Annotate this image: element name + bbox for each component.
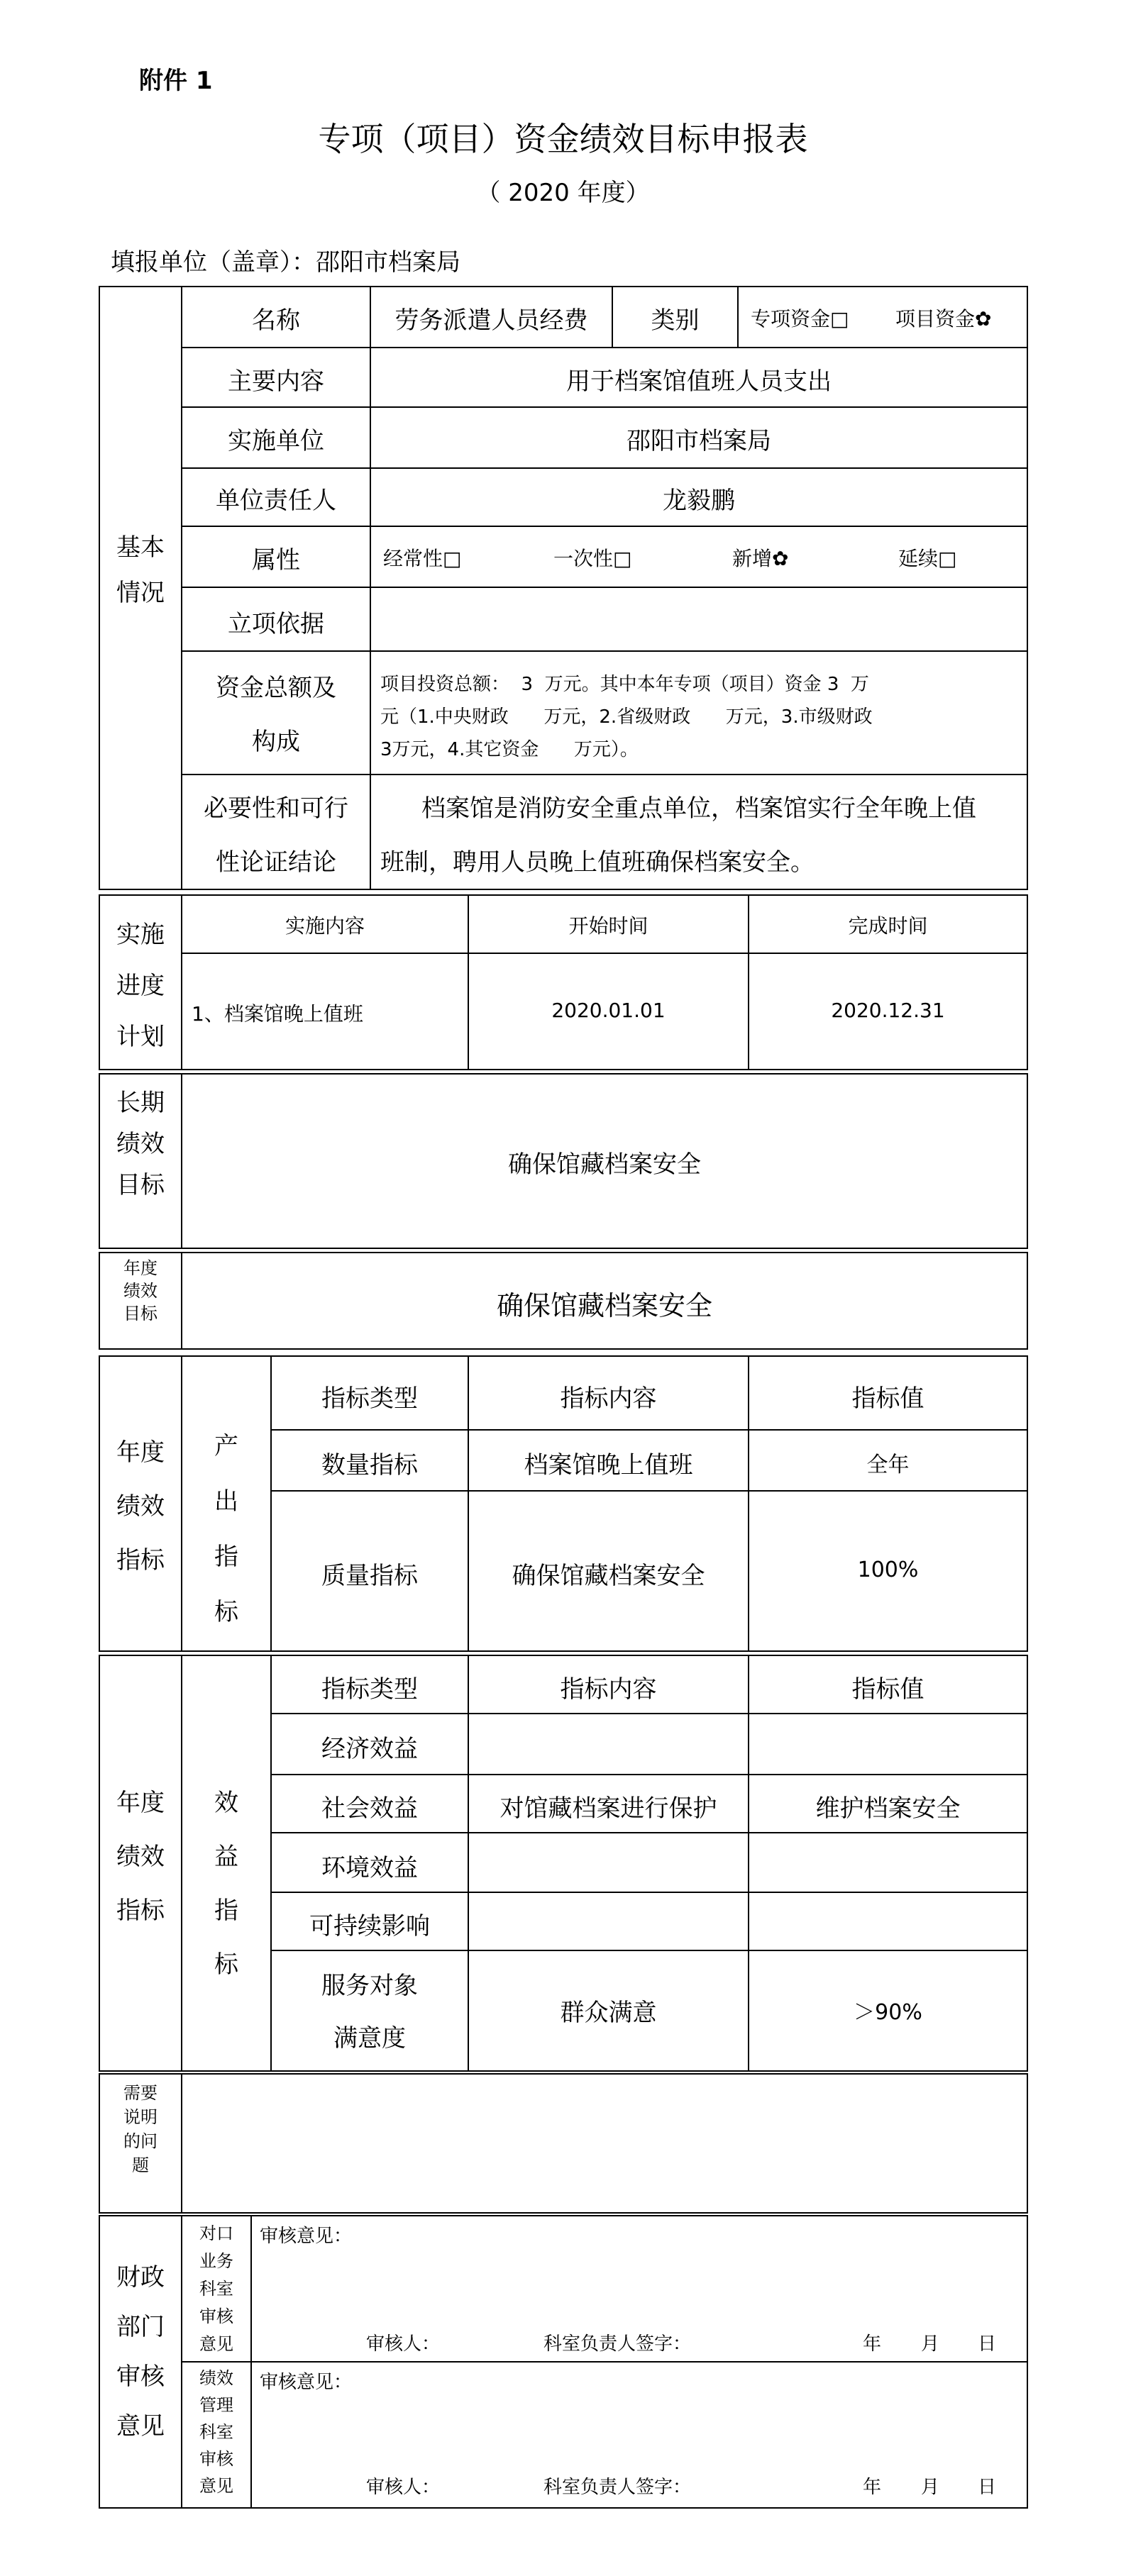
dept1-reviewer-label: 审核人： — [366, 2333, 441, 2355]
long-term-value: 确保馆藏档案安全 — [508, 1150, 701, 1179]
progress-col-start: 开始时间 — [568, 914, 648, 938]
progress-col-content: 实施内容 — [285, 914, 365, 938]
output-head-type: 指标类型 — [321, 1384, 418, 1413]
benefit-row-5-type-line1: 服务对象 — [321, 1972, 418, 2000]
annual-goal-section-label — [99, 1257, 182, 1325]
category-option-special-text: 专项资金 — [751, 307, 831, 331]
attr-option-onetime[interactable] — [553, 543, 631, 572]
output-head-value: 指标值 — [851, 1384, 924, 1413]
output-sub-text: 产出指标 — [214, 1432, 238, 1626]
notes-section-text: 需要说明的问题 — [123, 2083, 158, 2175]
attr-option-continue[interactable] — [898, 543, 956, 572]
basic-section-label — [99, 525, 182, 616]
year-line: （ 2020 年度） — [476, 179, 650, 207]
funds-label-line1: 资金总额及 — [216, 674, 336, 702]
impl-unit-label: 实施单位 — [228, 427, 324, 455]
long-term-section-label — [99, 1082, 182, 1206]
dept1-day-label: 日 — [978, 2333, 997, 2355]
content-value: 用于档案馆值班人员支出 — [566, 367, 832, 396]
checkbox-unchecked-icon: □ — [938, 547, 957, 570]
attr-option-new-text: 新增 — [732, 547, 773, 570]
page-title: 专项（项目）资金绩效目标申报表 — [318, 120, 808, 158]
necessity-text-line1: 档案馆是消防安全重点单位，档案馆实行全年晚上值 — [421, 794, 976, 823]
progress-row-start: 2020.01.01 — [551, 999, 666, 1022]
benefit-row-3-type: 环境效益 — [321, 1854, 418, 1882]
basis-label: 立项依据 — [228, 610, 324, 638]
attr-option-regular-text: 经常性 — [383, 547, 443, 570]
benefit-row-4-type: 可持续影响 — [309, 1912, 430, 1941]
dept2-day-label: 日 — [978, 2477, 997, 2498]
benefit-head-type: 指标类型 — [321, 1675, 418, 1704]
checkbox-unchecked-icon: □ — [613, 547, 632, 570]
progress-row-end: 2020.12.31 — [831, 999, 945, 1022]
benefit-row-1-type: 经济效益 — [321, 1735, 418, 1763]
annual-goal-value: 确保馆藏档案安全 — [496, 1290, 712, 1321]
content-label: 主要内容 — [228, 367, 324, 396]
attr-label: 属性 — [252, 546, 300, 574]
finance-dept2-text: 绩效管理科室审核意见 — [199, 2368, 233, 2496]
funds-text-line2: 元（1.中央财政 万元，2.省级财政 万元，3.市级财政 — [380, 706, 873, 728]
category-label: 类别 — [651, 306, 700, 335]
output-head-content: 指标内容 — [560, 1384, 657, 1413]
fill-unit-label: 填报单位（盖章）： — [111, 248, 316, 277]
funds-text-line3: 3万元，4.其它资金 万元）。 — [380, 739, 639, 760]
checkbox-checked-icon: ✿ — [772, 547, 789, 570]
benefit-sub-text: 效益指标 — [214, 1789, 238, 1979]
checkbox-unchecked-icon: □ — [830, 307, 849, 331]
progress-section-label — [99, 909, 182, 1062]
dept1-head-sign-label: 科室负责人签字： — [543, 2333, 692, 2355]
person-value: 龙毅鹏 — [663, 487, 735, 515]
basic-section-text: 基本情况 — [116, 533, 165, 607]
output-row-2-value: 100% — [857, 1558, 919, 1582]
checkbox-checked-icon: ✿ — [975, 307, 992, 331]
finance-section-text: 财政部门审核意见 — [116, 2263, 165, 2441]
checkbox-unchecked-icon: □ — [443, 547, 462, 570]
necessity-label-line1: 必要性和可行 — [204, 794, 348, 823]
output-row-2-type: 质量指标 — [321, 1562, 418, 1590]
benefit-section-text: 年度绩效指标 — [116, 1789, 165, 1925]
dept2-year-label: 年 — [863, 2477, 882, 2498]
output-sub-label — [182, 1419, 271, 1640]
funds-text-line1: 项目投资总额： 3 万元。其中本年专项（项目）资金 3 万 — [380, 674, 869, 695]
notes-section-label — [99, 2081, 182, 2177]
impl-unit-value: 邵阳市档案局 — [627, 427, 771, 455]
dept2-head-sign-label: 科室负责人签字： — [543, 2477, 692, 2498]
category-option-project[interactable] — [895, 304, 991, 332]
benefit-section-label — [99, 1776, 182, 1938]
progress-col-end: 完成时间 — [848, 914, 928, 938]
benefit-row-5-type-line2: 满意度 — [333, 2024, 406, 2053]
progress-section-text: 实施进度计划 — [116, 921, 165, 1051]
output-row-1-value: 全年 — [866, 1453, 910, 1477]
person-label: 单位责任人 — [216, 487, 336, 515]
funds-label-line2: 构成 — [252, 728, 300, 756]
category-option-project-text: 项目资金 — [895, 307, 976, 331]
necessity-text-line2: 班制，聘用人员晚上值班确保档案安全。 — [380, 848, 815, 877]
finance-section-label — [99, 2253, 182, 2451]
progress-row-content: 1、档案馆晚上值班 — [192, 1002, 363, 1026]
attr-option-onetime-text: 一次性 — [553, 547, 614, 570]
fill-unit-value: 邵阳市档案局 — [316, 248, 460, 277]
attr-option-regular[interactable] — [383, 543, 461, 572]
benefit-row-5-content: 群众满意 — [560, 1999, 657, 2027]
finance-dept1-label — [182, 2220, 251, 2358]
benefit-head-content: 指标内容 — [560, 1675, 657, 1704]
output-section-label — [99, 1426, 182, 1587]
fill-unit-line — [111, 243, 460, 277]
output-row-2-content: 确保馆藏档案安全 — [512, 1562, 705, 1590]
attr-option-new[interactable] — [732, 543, 788, 572]
category-option-special[interactable] — [751, 304, 849, 332]
dept1-opinion-label: 审核意见： — [260, 2226, 353, 2247]
name-value: 劳务派遣人员经费 — [394, 306, 588, 335]
dept2-month-label: 月 — [921, 2477, 940, 2498]
dept2-opinion-label: 审核意见： — [260, 2372, 353, 2393]
output-row-1-type: 数量指标 — [321, 1451, 418, 1479]
benefit-row-2-content: 对馆藏档案进行保护 — [499, 1794, 717, 1823]
annual-goal-section-text: 年度绩效目标 — [123, 1258, 158, 1323]
finance-dept1-text: 对口业务科室审核意见 — [199, 2224, 233, 2354]
dept1-year-label: 年 — [863, 2333, 882, 2355]
benefit-head-value: 指标值 — [851, 1675, 924, 1704]
output-section-text: 年度绩效指标 — [116, 1438, 165, 1575]
benefit-row-2-type: 社会效益 — [321, 1794, 418, 1823]
long-term-section-text: 长期绩效目标 — [116, 1089, 165, 1199]
name-label: 名称 — [252, 306, 300, 335]
benefit-row-5-value: ＞90% — [854, 2000, 922, 2025]
attr-option-continue-text: 延续 — [898, 547, 939, 570]
attachment-label: 附件 1 — [139, 67, 213, 95]
benefit-row-2-value: 维护档案安全 — [815, 1794, 961, 1823]
necessity-label-line2: 性论证结论 — [216, 848, 336, 877]
benefit-sub-label — [182, 1776, 271, 1992]
output-row-1-content: 档案馆晚上值班 — [524, 1451, 693, 1479]
dept2-reviewer-label: 审核人： — [366, 2477, 441, 2498]
finance-dept2-label — [182, 2365, 251, 2499]
dept1-month-label: 月 — [921, 2333, 940, 2355]
